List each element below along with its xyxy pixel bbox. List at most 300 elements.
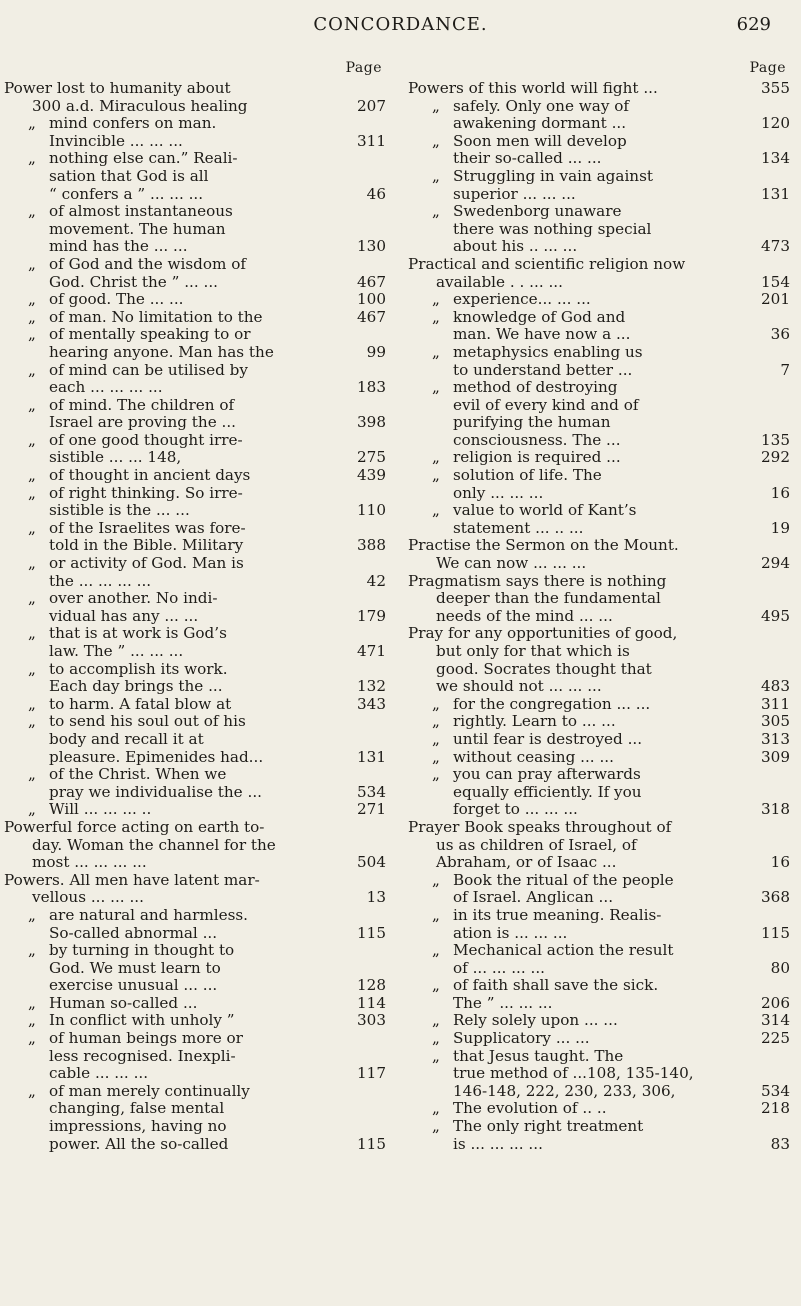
page-reference: 135 xyxy=(761,430,790,449)
index-entry xyxy=(4,520,386,555)
entry-text-line: of the Christ. When we xyxy=(49,765,227,784)
entry-text-line: changing, false mental xyxy=(49,1099,225,1118)
page-reference: 368 xyxy=(761,888,790,907)
entry-text-line: vidual has any ... ... xyxy=(49,606,199,625)
entry-text-line: Book the ritual of the people xyxy=(453,870,674,889)
index-entry xyxy=(408,766,790,819)
entry-text-line: safely. Only one way of xyxy=(453,96,629,115)
entry-text-line: that is at work is God’s xyxy=(49,624,227,643)
entry-text-line: 146-148, 222, 230, 233, 306, xyxy=(453,1081,676,1100)
entry-text-line: each ... ... ... ... xyxy=(49,378,163,397)
entry-list xyxy=(408,80,790,1153)
index-entry xyxy=(4,1012,386,1030)
entry-text-line: of almost instantaneous xyxy=(49,202,233,221)
index-entry xyxy=(408,713,790,731)
column-page-label: Page xyxy=(345,60,382,76)
page-reference: 303 xyxy=(357,1011,386,1030)
index-entry xyxy=(4,326,386,361)
entry-text-line: 300 a.d. Miraculous healing xyxy=(32,96,248,115)
entry-text-line: is ... ... ... ... xyxy=(453,1134,543,1153)
ditto-mark: „ xyxy=(432,905,440,924)
page-reference: 271 xyxy=(357,800,386,819)
entry-text-line: of thought in ancient days xyxy=(49,466,251,485)
ditto-mark: „ xyxy=(28,1029,36,1048)
index-entry xyxy=(408,749,790,767)
ditto-mark: „ xyxy=(432,729,440,748)
entry-text-line: Practise the Sermon on the Mount. xyxy=(408,536,679,555)
page-reference: 206 xyxy=(761,993,790,1012)
entry-text-line: sation that God is all xyxy=(49,166,209,185)
index-entry xyxy=(4,203,386,256)
ditto-mark: „ xyxy=(28,307,36,326)
entry-text-line: in its true meaning. Realis- xyxy=(453,905,662,924)
index-entry xyxy=(408,731,790,749)
index-entry xyxy=(4,696,386,714)
entry-text-line: of one good thought irre- xyxy=(49,430,243,449)
entry-text-line: to accomplish its work. xyxy=(49,659,228,678)
index-entry xyxy=(4,625,386,660)
entry-text-line: consciousness. The ... xyxy=(453,430,621,449)
ditto-mark: „ xyxy=(432,1046,440,1065)
ditto-mark: „ xyxy=(28,325,36,344)
page-reference: 179 xyxy=(357,606,386,625)
page-reference: 294 xyxy=(761,554,790,573)
index-entry xyxy=(408,203,790,256)
page-reference: 115 xyxy=(761,923,790,942)
entry-text-line: rightly. Learn to ... ... xyxy=(453,712,616,731)
page-reference: 439 xyxy=(357,466,386,485)
entry-text-line: The ” ... ... ... xyxy=(453,993,553,1012)
entry-text-line: solution of life. The xyxy=(453,466,602,485)
entry-text-line: of ... ... ... ... xyxy=(453,958,546,977)
entry-text-line: of good. The ... ... xyxy=(49,290,184,309)
entry-text-line: the ... ... ... ... xyxy=(49,571,152,590)
ditto-mark: „ xyxy=(28,466,36,485)
page-reference: 7 xyxy=(780,360,790,379)
entry-text-line: ation is ... ... ... xyxy=(453,923,568,942)
page-reference: 42 xyxy=(366,571,386,590)
entry-text-line: sistible ... ... 148, xyxy=(49,448,182,467)
entry-text-line: true method of ...108, 135-140, xyxy=(453,1064,694,1083)
index-entry xyxy=(4,995,386,1013)
page-reference: 100 xyxy=(357,290,386,309)
ditto-mark: „ xyxy=(432,712,440,731)
index-entry xyxy=(4,150,386,203)
entry-text-line: superior ... ... ... xyxy=(453,184,576,203)
ditto-mark: „ xyxy=(432,694,440,713)
ditto-mark: „ xyxy=(432,976,440,995)
ditto-mark: „ xyxy=(28,430,36,449)
entry-text-line: So-called abnormal ... xyxy=(49,923,218,942)
entry-text-line: man. We have now a ... xyxy=(453,325,631,344)
entry-text-line: awakening dormant ... xyxy=(453,114,627,133)
entry-text-line: or activity of God. Man is xyxy=(49,554,244,573)
entry-text-line: body and recall it at xyxy=(49,729,204,748)
ditto-mark: „ xyxy=(432,448,440,467)
entry-text-line: deeper than the fundamental xyxy=(436,589,661,608)
index-entry xyxy=(408,1118,790,1153)
index-entry xyxy=(4,362,386,397)
page-reference: 207 xyxy=(357,96,386,115)
entry-text-line: told in the Bible. Military xyxy=(49,536,244,555)
entry-text-line: value to world of Kant’s xyxy=(453,501,637,520)
ditto-mark: „ xyxy=(28,1011,36,1030)
page-reference: 115 xyxy=(357,923,386,942)
entry-text-line: Powerful force acting on earth to- xyxy=(4,817,265,836)
page-reference: 343 xyxy=(357,694,386,713)
ditto-mark: „ xyxy=(28,395,36,414)
entry-text-line: mind has the ... ... xyxy=(49,237,188,256)
entry-text-line: Supplicatory ... ... xyxy=(453,1029,590,1048)
ditto-mark: „ xyxy=(432,96,440,115)
entry-text-line: of mind can be utilised by xyxy=(49,360,248,379)
ditto-mark: „ xyxy=(28,694,36,713)
entry-list xyxy=(4,80,386,1153)
index-entry xyxy=(4,766,386,801)
page-reference: 16 xyxy=(770,483,790,502)
index-entry xyxy=(408,872,790,907)
entry-text-line: In conflict with unholy ” xyxy=(49,1011,235,1030)
entry-text-line: Practical and scientific religion now xyxy=(408,254,686,273)
entry-text-line: to send his soul out of his xyxy=(49,712,246,731)
page-reference: 305 xyxy=(761,712,790,731)
page-reference: 473 xyxy=(761,237,790,256)
entry-text-line: Will ... ... ... .. xyxy=(49,800,152,819)
entry-text-line: metaphysics enabling us xyxy=(453,342,643,361)
ditto-mark: „ xyxy=(28,254,36,273)
page-reference: 16 xyxy=(770,853,790,872)
page-reference: 13 xyxy=(366,888,386,907)
page-reference: 183 xyxy=(357,378,386,397)
index-entry xyxy=(4,291,386,309)
entry-text-line: nothing else can.” Reali- xyxy=(49,149,238,168)
index-entry xyxy=(408,98,790,133)
page-reference: 19 xyxy=(770,518,790,537)
ditto-mark: „ xyxy=(28,905,36,924)
entry-text-line: without ceasing ... ... xyxy=(453,747,614,766)
index-entry xyxy=(408,907,790,942)
entry-text-line: The evolution of .. .. xyxy=(453,1099,607,1118)
entry-text-line: statement ... .. ... xyxy=(453,518,584,537)
entry-text-line: vellous ... ... ... xyxy=(32,888,144,907)
page-reference: 311 xyxy=(357,131,386,150)
entry-text-line: but only for that which is xyxy=(436,642,630,660)
entry-text-line: less recognised. Inexpli- xyxy=(49,1046,236,1065)
entry-text-line: Prayer Book speaks throughout of xyxy=(408,817,672,836)
page-reference: 309 xyxy=(761,747,790,766)
entry-text-line: until fear is destroyed ... xyxy=(453,729,643,748)
entry-text-line: of faith shall save the sick. xyxy=(453,976,659,995)
entry-text-line: available . . ... ... xyxy=(436,272,563,291)
index-entry xyxy=(408,502,790,537)
index-entry xyxy=(408,625,790,695)
entry-text-line: Invincible ... ... ... xyxy=(49,131,183,150)
ditto-mark: „ xyxy=(28,483,36,502)
entry-text-line: impressions, having no xyxy=(49,1117,227,1136)
entry-text-line: Rely solely upon ... ... xyxy=(453,1011,618,1030)
ditto-mark: „ xyxy=(432,202,440,221)
ditto-mark: „ xyxy=(432,870,440,889)
page-reference: 504 xyxy=(357,853,386,872)
page-reference: 534 xyxy=(357,782,386,801)
entry-text-line: sistible is the ... ... xyxy=(49,501,190,520)
page-reference: 110 xyxy=(357,501,386,520)
index-entry xyxy=(4,661,386,696)
page-reference: 128 xyxy=(357,976,386,995)
page-reference: 115 xyxy=(357,1134,386,1153)
index-entry xyxy=(408,977,790,1012)
entry-text-line: Soon men will develop xyxy=(453,131,627,150)
ditto-mark: „ xyxy=(28,114,36,133)
entry-text-line: you can pray afterwards xyxy=(453,765,641,784)
page-reference: 313 xyxy=(761,729,790,748)
entry-text-line: Each day brings the ... xyxy=(49,677,223,696)
entry-text-line: of human beings more or xyxy=(49,1029,243,1048)
page-reference: 275 xyxy=(357,448,386,467)
index-entry xyxy=(4,872,386,907)
entry-text-line: mind confers on man. xyxy=(49,114,217,133)
entry-text-line: of mind. The children of xyxy=(49,395,235,414)
entry-text-line: needs of the mind ... ... xyxy=(436,606,613,625)
entry-text-line: “ confers a ” ... ... ... xyxy=(49,184,204,203)
index-entry xyxy=(408,291,790,309)
page-reference: 131 xyxy=(761,184,790,203)
ditto-mark: „ xyxy=(28,941,36,960)
page-reference: 134 xyxy=(761,149,790,168)
entry-text-line: there was nothing special xyxy=(453,219,652,238)
index-entry xyxy=(408,168,790,203)
index-entry xyxy=(408,344,790,379)
entry-text-line: Abraham, or of Isaac ... xyxy=(436,853,617,872)
ditto-mark: „ xyxy=(432,290,440,309)
entry-text-line: Human so-called ... xyxy=(49,993,198,1012)
index-entry xyxy=(408,1030,790,1048)
ditto-mark: „ xyxy=(28,518,36,537)
entry-text-line: experience... ... ... xyxy=(453,290,591,309)
entry-text-line: of right thinking. So irre- xyxy=(49,483,243,502)
index-entry xyxy=(4,907,386,942)
index-entry xyxy=(4,942,386,995)
index-entry xyxy=(4,555,386,590)
ditto-mark: „ xyxy=(28,1081,36,1100)
entry-text-line: that Jesus taught. The xyxy=(453,1046,624,1065)
entry-text-line: Mechanical action the result xyxy=(453,941,674,960)
ditto-mark: „ xyxy=(28,624,36,643)
ditto-mark: „ xyxy=(28,360,36,379)
ditto-mark: „ xyxy=(28,800,36,819)
page-number: 629 xyxy=(736,14,771,35)
ditto-mark: „ xyxy=(28,202,36,221)
entry-text-line: day. Woman the channel for the xyxy=(32,835,276,854)
page-reference: 46 xyxy=(366,184,386,203)
index-entry xyxy=(4,590,386,625)
page-reference: 80 xyxy=(770,958,790,977)
entry-text-line: equally efficiently. If you xyxy=(453,782,642,801)
index-entry xyxy=(408,80,790,98)
entry-text-line: forget to ... ... ... xyxy=(453,800,578,819)
entry-text-line: of the Israelites was fore- xyxy=(49,518,246,537)
page-reference: 471 xyxy=(357,642,386,660)
index-entry xyxy=(408,133,790,168)
entry-text-line: pray we individualise the ... xyxy=(49,782,262,801)
ditto-mark: „ xyxy=(28,554,36,573)
entry-text-line: movement. The human xyxy=(49,219,226,238)
ditto-mark: „ xyxy=(432,501,440,520)
ditto-mark: „ xyxy=(432,166,440,185)
entry-text-line: Powers of this world will fight ... xyxy=(408,79,658,97)
index-entry xyxy=(408,942,790,977)
entry-text-line: only ... ... ... xyxy=(453,483,544,502)
ditto-mark: „ xyxy=(28,712,36,731)
entry-text-line: hearing anyone. Man has the xyxy=(49,342,274,361)
entry-text-line: us as children of Israel, of xyxy=(436,835,637,854)
entry-text-line: of man merely continually xyxy=(49,1081,250,1100)
page-reference: 467 xyxy=(357,307,386,326)
ditto-mark: „ xyxy=(432,466,440,485)
entry-text-line: are natural and harmless. xyxy=(49,905,248,924)
page-reference: 83 xyxy=(770,1134,790,1153)
ditto-mark: „ xyxy=(432,1099,440,1118)
page-reference: 132 xyxy=(357,677,386,696)
entry-text-line: to understand better ... xyxy=(453,360,633,379)
index-entry xyxy=(408,1100,790,1118)
page-reference: 388 xyxy=(357,536,386,555)
ditto-mark: „ xyxy=(432,1117,440,1136)
ditto-mark: „ xyxy=(432,131,440,150)
index-entry xyxy=(408,309,790,344)
entry-text-line: evil of every kind and of xyxy=(453,395,639,414)
entry-text-line: Israel are proving the ... xyxy=(49,413,236,432)
index-entry xyxy=(408,819,790,872)
index-entry xyxy=(4,256,386,291)
entry-text-line: Pragmatism says there is nothing xyxy=(408,571,667,590)
index-entry xyxy=(4,115,386,150)
index-entry xyxy=(408,467,790,502)
entry-text-line: their so-called ... ... xyxy=(453,149,602,168)
running-title: CONCORDANCE. xyxy=(313,14,488,35)
entry-text-line: to harm. A fatal blow at xyxy=(49,694,232,713)
entry-text-line: exercise unusual ... ... xyxy=(49,976,218,995)
left-column xyxy=(4,60,386,1153)
entry-text-line: we should not ... ... ... xyxy=(436,677,602,696)
page-reference: 495 xyxy=(761,606,790,625)
page-reference: 398 xyxy=(357,413,386,432)
entry-text-line: most ... ... ... ... xyxy=(32,853,147,872)
page-reference: 467 xyxy=(357,272,386,291)
entry-text-line: We can now ... ... ... xyxy=(436,554,587,573)
entry-text-line: God. Christ the ” ... ... xyxy=(49,272,218,291)
page-reference: 99 xyxy=(366,342,386,361)
index-entry xyxy=(4,397,386,432)
entry-text-line: about his .. ... ... xyxy=(453,237,578,256)
page-reference: 534 xyxy=(761,1081,790,1100)
index-entry xyxy=(4,1030,386,1083)
page-reference: 225 xyxy=(761,1029,790,1048)
index-entry xyxy=(4,713,386,766)
entry-text-line: law. The ” ... ... ... xyxy=(49,642,184,660)
index-entry xyxy=(408,537,790,572)
right-column xyxy=(408,60,790,1153)
entry-text-line: pleasure. Epimenides had... xyxy=(49,747,264,766)
ditto-mark: „ xyxy=(432,747,440,766)
entry-text-line: of mentally speaking to or xyxy=(49,325,251,344)
entry-text-line: good. Socrates thought that xyxy=(436,659,652,678)
page-reference: 311 xyxy=(761,694,790,713)
page-header xyxy=(0,16,801,40)
page-reference: 314 xyxy=(761,1011,790,1030)
entry-text-line: of Israel. Anglican ... xyxy=(453,888,614,907)
index-entry xyxy=(408,696,790,714)
index-entry xyxy=(408,1012,790,1030)
entry-text-line: The only right treatment xyxy=(453,1117,644,1136)
index-entry xyxy=(4,485,386,520)
index-entry xyxy=(408,449,790,467)
entry-text-line: of God and the wisdom of xyxy=(49,254,247,273)
entry-text-line: by turning in thought to xyxy=(49,941,235,960)
ditto-mark: „ xyxy=(28,290,36,309)
ditto-mark: „ xyxy=(432,1029,440,1048)
page-reference: 131 xyxy=(357,747,386,766)
ditto-mark: „ xyxy=(28,149,36,168)
entry-text-line: purifying the human xyxy=(453,413,611,432)
page-reference: 36 xyxy=(770,325,790,344)
entry-text-line: cable ... ... ... xyxy=(49,1064,149,1083)
entry-text-line: knowledge of God and xyxy=(453,307,626,326)
column-page-label: Page xyxy=(749,60,786,76)
index-entry xyxy=(408,256,790,291)
index-entry xyxy=(4,467,386,485)
ditto-mark: „ xyxy=(28,589,36,608)
ditto-mark: „ xyxy=(432,1011,440,1030)
entry-text-line: God. We must learn to xyxy=(49,958,221,977)
index-entry xyxy=(408,573,790,626)
ditto-mark: „ xyxy=(28,765,36,784)
page-reference: 318 xyxy=(761,800,790,819)
index-entry xyxy=(4,80,386,115)
entry-text-line: Swedenborg unaware xyxy=(453,202,622,221)
ditto-mark: „ xyxy=(432,765,440,784)
index-entry xyxy=(4,432,386,467)
entry-text-line: religion is required ... xyxy=(453,448,621,467)
index-entry xyxy=(408,1048,790,1101)
entry-text-line: Power lost to humanity about xyxy=(4,79,231,97)
page-reference: 355 xyxy=(761,79,790,97)
ditto-mark: „ xyxy=(432,378,440,397)
ditto-mark: „ xyxy=(432,307,440,326)
ditto-mark: „ xyxy=(432,342,440,361)
entry-text-line: of man. No limitation to the xyxy=(49,307,263,326)
ditto-mark: „ xyxy=(28,993,36,1012)
entry-text-line: over another. No indi- xyxy=(49,589,218,608)
entry-text-line: power. All the so-called xyxy=(49,1134,229,1153)
entry-text-line: method of destroying xyxy=(453,378,618,397)
index-entry xyxy=(4,309,386,327)
entry-text-line: for the congregation ... ... xyxy=(453,694,651,713)
index-entry xyxy=(408,379,790,449)
page-reference: 483 xyxy=(761,677,790,696)
index-entry xyxy=(4,1083,386,1153)
ditto-mark: „ xyxy=(28,659,36,678)
page-reference: 292 xyxy=(761,448,790,467)
entry-text-line: Struggling in vain against xyxy=(453,166,653,185)
page-reference: 201 xyxy=(761,290,790,309)
page-reference: 154 xyxy=(761,272,790,291)
entry-text-line: Powers. All men have latent mar- xyxy=(4,870,260,889)
page-reference: 218 xyxy=(761,1099,790,1118)
page-reference: 114 xyxy=(357,993,386,1012)
page-reference: 130 xyxy=(357,237,386,256)
page-reference: 117 xyxy=(357,1064,386,1083)
